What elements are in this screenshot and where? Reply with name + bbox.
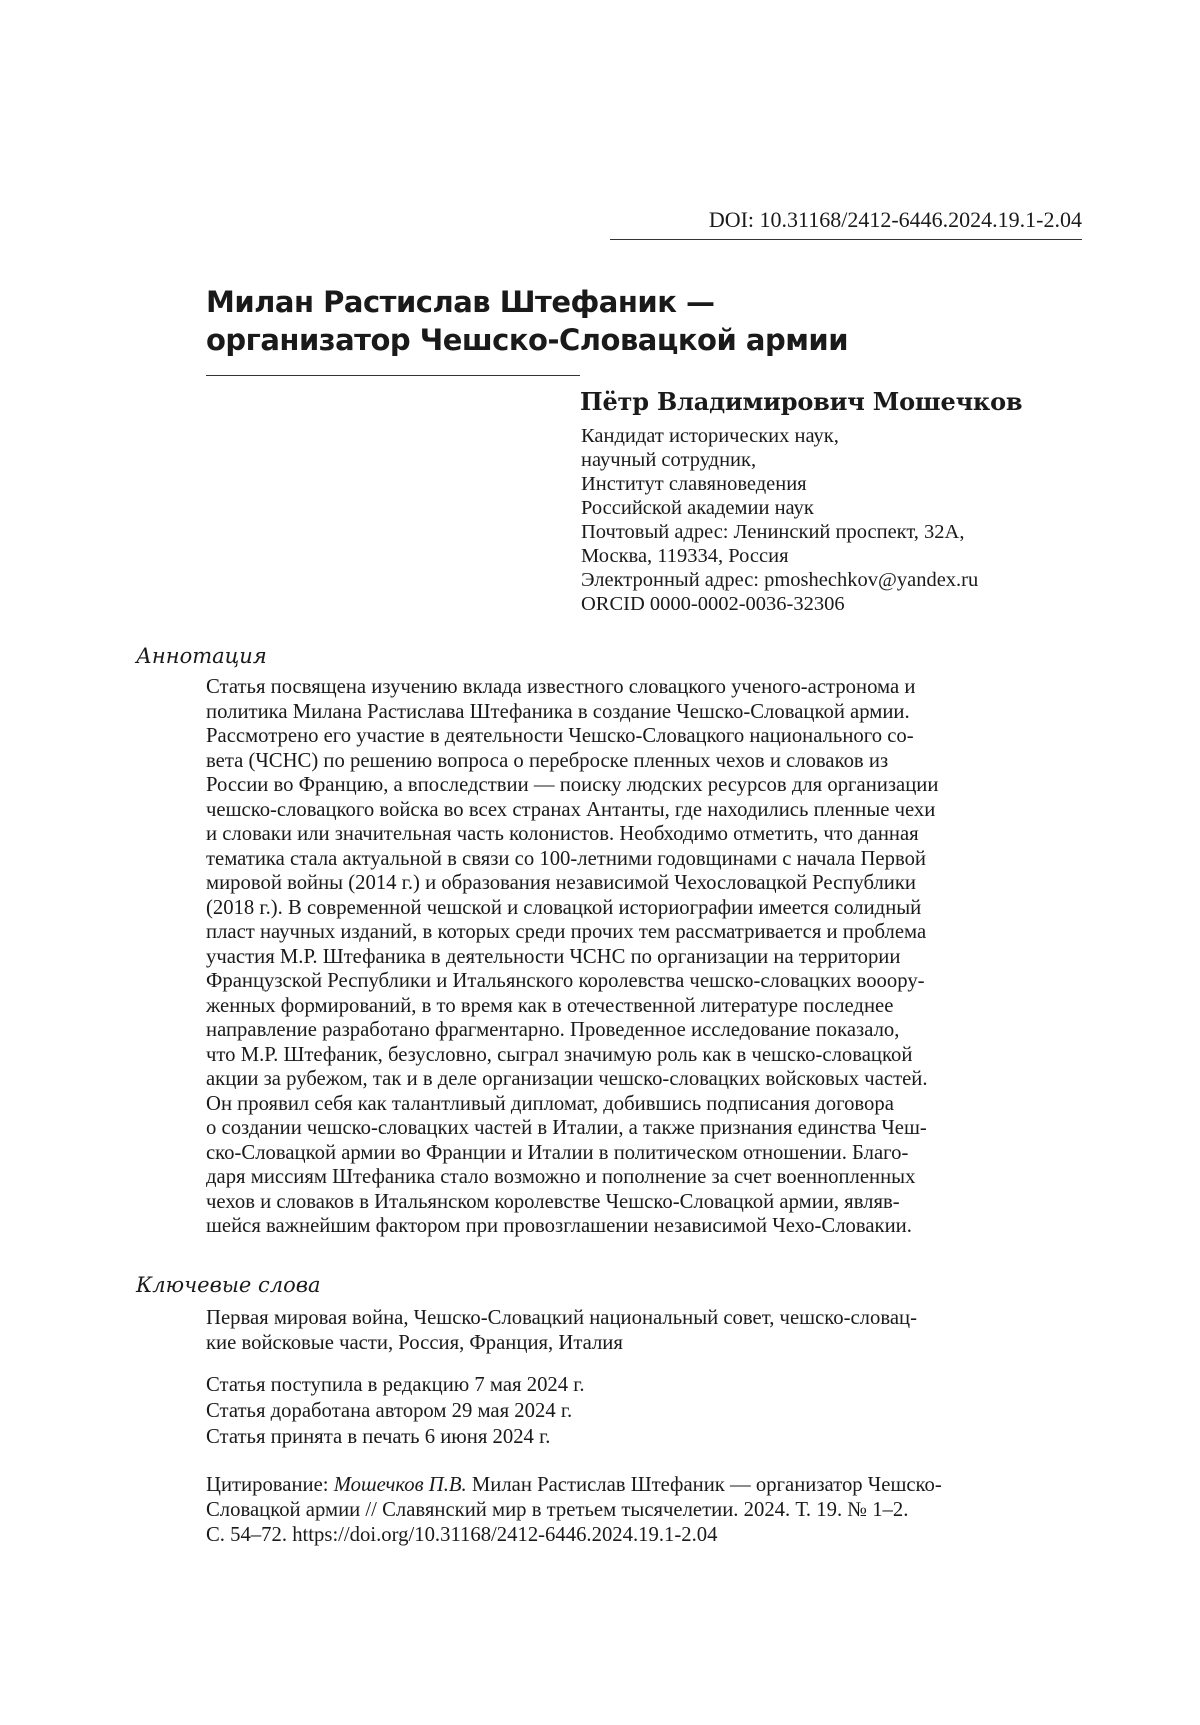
abstract-line: что М.Р. Штефаник, безусловно, сыграл значимую роль как в чешско-словацкой xyxy=(206,1043,913,1066)
abstract-line: чехов и словаков в Итальянском королевстве Чешско-Словацкой армии, являв- xyxy=(206,1190,900,1213)
abstract-line: ско-Словацкой армии во Франции и Италии в политическом отношении. Благо- xyxy=(206,1141,909,1164)
citation xyxy=(206,1473,1082,1548)
abstract-line: тематика стала актуальной в связи со 100-летними годовщинами с начала Первой xyxy=(206,847,926,870)
affiliation-line: ORCID 0000-0002-0036-32306 xyxy=(581,593,845,615)
affiliation-line: Почтовый адрес: Ленинский проспект, 32А, xyxy=(581,521,965,543)
abstract-line: Французской Республики и Итальянского королевства чешско-словацких вооору- xyxy=(206,970,925,992)
affiliation-line: Российской академии наук xyxy=(581,497,814,519)
keywords-label: Ключевые слова xyxy=(136,1273,321,1297)
affiliation-line: Институт славяноведения xyxy=(581,473,807,495)
abstract-line: России во Францию, а впоследствии — поиску людских ресурсов для организации xyxy=(206,774,939,796)
abstract-line: и словаки или значительная часть колонистов. Необходимо отметить, что данная xyxy=(206,823,919,845)
date-line: Статья принята в печать 6 июня 2024 г. xyxy=(206,1426,551,1448)
date-line: Статья доработана автором 29 мая 2024 г. xyxy=(206,1400,573,1422)
keywords-line: кие войсковые части, Россия, Франция, Италия xyxy=(206,1331,623,1354)
citation-line-2: Словацкой армии // Славянский мир в третьем тысячелетии. 2024. Т. 19. № 1–2. xyxy=(206,1499,909,1521)
abstract-text xyxy=(206,675,1082,1239)
abstract-label: Аннотация xyxy=(136,644,267,668)
doi-line: DOI: 10.31168/2412-6446.2024.19.1-2.04 xyxy=(708,207,1082,232)
article-dates xyxy=(206,1372,1082,1450)
abstract-line: женных формирований, в то время как в отечественной литературе последнее xyxy=(206,994,894,1017)
abstract-line: Он проявил себя как талантливый дипломат, добившись подписания договора xyxy=(206,1092,894,1115)
affiliation-line: научный сотрудник, xyxy=(581,449,757,471)
title-line-2: организатор Чешско-Словацкой армии xyxy=(206,323,849,357)
keywords-text xyxy=(206,1306,1082,1355)
abstract-line: политика Милана Растислава Штефаника в создание Чешско-Словацкой армии. xyxy=(206,700,910,723)
abstract-line: (2018 г.). В современной чешской и словацкой историографии имеется солидный xyxy=(206,896,922,919)
affiliation-line: Электронный адрес: pmoshechkov@yandex.ru xyxy=(581,569,979,591)
citation-line-1 xyxy=(206,1473,1082,1498)
abstract-line: акции за рубежом, так и в деле организации чешско-словацких войсковых частей. xyxy=(206,1068,928,1090)
abstract-line: участия М.Р. Штефаника в деятельности ЧСНС по организации на территории xyxy=(206,945,901,968)
affiliation-line: Москва, 119334, Россия xyxy=(581,545,789,567)
author-name: Пётр Владимирович Мошечков xyxy=(580,387,1023,416)
doi-rule xyxy=(610,239,1082,240)
citation-line-3: С. 54–72. https://doi.org/10.31168/2412-6446.2024.19.1-2.04 xyxy=(206,1524,718,1546)
keywords-line: Первая мировая война, Чешско-Словацкий национальный совет, чешско-словац- xyxy=(206,1307,917,1329)
title-rule xyxy=(206,375,580,376)
article-title xyxy=(206,283,1086,359)
citation-prefix: Цитирование: xyxy=(206,1474,334,1496)
author-affiliation xyxy=(581,424,978,616)
abstract-line: даря миссиям Штефаника стало возможно и пополнение за счет военнопленных xyxy=(206,1166,916,1188)
affiliation-line: Кандидат исторических наук, xyxy=(581,425,839,447)
abstract-line: о создании чешско-словацких частей в Италии, а также признания единства Чеш- xyxy=(206,1117,927,1139)
date-line: Статья поступила в редакцию 7 мая 2024 г. xyxy=(206,1374,585,1396)
abstract-line: мировой войны (2014 г.) и образования независимой Чехословацкой Республики xyxy=(206,872,916,894)
abstract-line: Статья посвящена изучению вклада известного словацкого ученого-астронома и xyxy=(206,676,916,698)
abstract-line: вета (ЧСНС) по решению вопроса о переброске пленных чехов и словаков из xyxy=(206,749,889,772)
citation-author: Мошечков П.В. xyxy=(333,1474,467,1496)
abstract-line: чешско-словацкого войска во всех странах Антанты, где находились пленные чехи xyxy=(206,798,936,821)
citation-line-1-rest: Милан Растислав Штефаник — организатор Чешско- xyxy=(466,1474,942,1496)
abstract-line: пласт научных изданий, в которых среди прочих тем рассматривается и проблема xyxy=(206,921,927,943)
abstract-line: Рассмотрено его участие в деятельности Чешско-Словацкого национального со- xyxy=(206,725,914,747)
abstract-line: направление разработано фрагментарно. Проведенное исследование показало, xyxy=(206,1019,900,1041)
abstract-line: шейся важнейшим фактором при провозглашении независимой Чехо-Словакии. xyxy=(206,1215,912,1237)
title-line-1: Милан Растислав Штефаник — xyxy=(206,285,715,319)
